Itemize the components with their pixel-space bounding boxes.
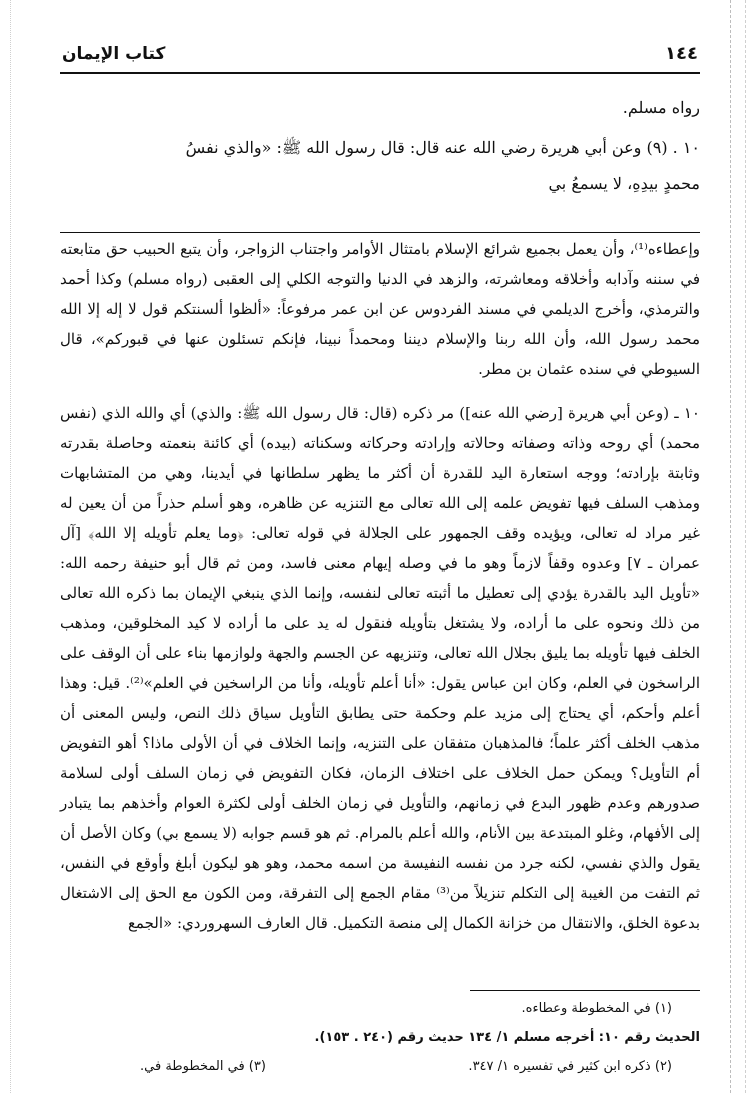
hadith-line-1: ١٠ . (٩) وعن أبي هريرة رضي الله عنه قال: قال رسول الله ﷺ: «والذي نفسُ xyxy=(185,138,700,157)
decorative-border-right xyxy=(730,0,746,1093)
footnote-rule xyxy=(470,990,700,991)
text-divider xyxy=(60,232,700,233)
footnote-1: (١) في المخطوطة وعطاءه. xyxy=(521,1001,672,1016)
narration-note: رواه مسلم. xyxy=(622,98,700,117)
footnote-3: (٣) في المخطوطة في. xyxy=(140,1059,266,1074)
page-title: كتاب الإيمان xyxy=(62,44,166,64)
page-number: ١٤٤ xyxy=(665,43,698,64)
decorative-border-left xyxy=(4,0,11,1093)
hadith-line-2: محمدٍ بيدِهِ، لا يسمعُ بي xyxy=(548,174,700,193)
commentary-paragraph-2: ١٠ ـ (وعن أبي هريرة [رضي الله عنه]) مر ذكره (قال: قال رسول الله ﷺ: والذي) أي والله الذي (نفس محمد) أي روحه وذاته وصفاته وحالاته وإرادته وحركاته وسكناته (بيده) أي كائنة بنعمته وحاصلة بقدرته وثابتة بإرادته؛ ووجه استعارة اليد للقدرة أن أكثر ما يظهر سلطانها في أيدينا، وهي من المتشابهات ومذهب السلف فيها تفويض علمه إلى الله تعالى مع التنزيه عن ظاهره، وهو أسلم حذراً من أن يعين له غير مراد له تعالى، ويؤيده وقف الجمهور على الجلالة في قوله تعالى: ﴿وما يعلم تأويله إلا الله﴾ [آل عمران ـ ٧] وعدوه وقفاً لازماً وهو ما في وصله إيهام معنى فاسد، ومن ثم قال أبو حنيفة رحمه الله: «تأويل اليد بالقدرة يؤدي إلى تعطيل ما أثبته تعالى لنفسه، وإنما الذي ينبغي الإيمان بما ذكره الله تعالى من ذلك ونحوه على ما أراده، ولا يشتغل بتأويله فنقول له يد على ما أراده لا كيد المخلوقين، ومذهب الخلف فيها تأويله بما يليق بجلال الله تعالى، وتنزيهه عن الجسم والجهة ولوازمها بناء على أن الوقف على الراسخون في العلم، وكان ابن عباس يقول: «أنا أعلم تأويله، وأنا من الراسخين في العلم»⁽²⁾. قيل: وهذا أعلم وأحكم، أي يحتاج إلى مزيد علم وحكمة حتى يطابق التأويل سياق ذلك النص، وليس المعنى أن مذهب الخلف أكثر علماً؛ فالمذهبان متفقان على التنزيه، وإنما الخلاف في أن الأولى ماذا؟ أهو التفويض أم التأويل؟ ويمكن حمل الخلاف على اختلاف الزمان، فكان التفويض في زمان السلف أولى لسلامة صدورهم وعدم ظهور البدع في زمانهم، والتأويل في زمان الخلف أولى لكثرة العوام وأخذهم بما يتبادر إلى الأفهام، وغلو المبتدعة بين الأنام، والله أعلم بالمرام. ثم هو قسم جوابه (لا يسمع بي) وكان الأصل أن يقول والذي نفسي، لكنه جرد من نفسه النفيسة من اسمه محمد، وهو هو ليكون أبلغ وأوقع في النفس، ثم التفت من الغيبة إلى التكلم تنزيلاً من⁽³⁾ مقام الجمع إلى التفرقة، ومن الكون مع الحق إلى الاشتغال بدعوة الخلق، والانتقال من خزانة الكمال إلى منصة التكميل. قال العارف السهروردي: «الجمع xyxy=(60,404,701,932)
page-header xyxy=(62,30,698,64)
hadith-text xyxy=(60,90,700,202)
footnote-2: (٢) ذكره ابن كثير في تفسيره ١/ ٣٤٧. xyxy=(468,1059,672,1074)
header-rule xyxy=(60,72,700,74)
footnote-row xyxy=(60,1052,700,1081)
footnotes xyxy=(60,994,700,1081)
hadith-reference: الحديث رقم ١٠: أخرجه مسلم ١/ ١٣٤ حديث رقم (٢٤٠ . ١٥٣). xyxy=(314,1030,700,1045)
commentary xyxy=(60,234,700,938)
commentary-paragraph-1: وإعطاءه⁽¹⁾، وأن يعمل بجميع شرائع الإسلام بامتثال الأوامر واجتناب الزواجر، وأن يتبع الحبيب حق متابعته في سننه وآدابه وأخلاقه ومعاشرته، والزهد في الدنيا والتوجه الكلي إلى العقبى (رواه مسلم) وكذا أحمد والترمذي، وأخرج الديلمي في مسند الفردوس عن ابن عمر مرفوعاً: «ألظوا ألسنتكم قول لا إله إلا الله محمد رسول الله، وأن الله ربنا والإسلام ديننا ومحمداً نبينا، فإنكم تسئلون عنها في قبوركم»، قال السيوطي في سنده عثمان بن مطر. xyxy=(60,240,700,378)
